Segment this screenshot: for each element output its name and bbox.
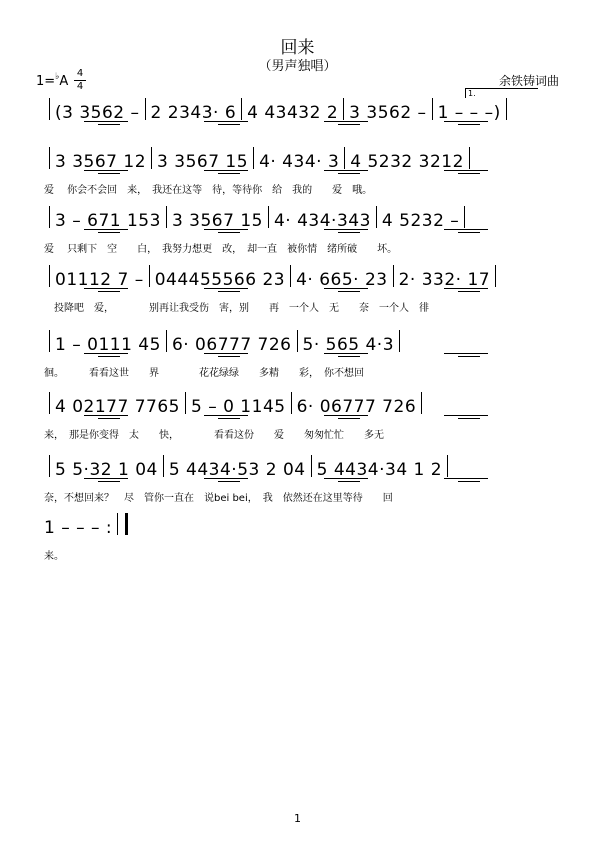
lyric-line: 奈，不想回来？ 尽 管你一直在 说bei bei， 我 依然还在这里等待 回 <box>44 493 393 504</box>
duration-underline <box>98 173 120 174</box>
duration-underline <box>444 478 488 479</box>
duration-underline <box>218 418 240 419</box>
lyric-line: 爱 你会不会回 来， 我还在这等 待，等待你 给 我的 爱 哦。 <box>44 185 373 196</box>
score-row <box>44 513 559 561</box>
duration-underline <box>338 481 360 482</box>
barline <box>291 392 292 414</box>
measure: 5 5·32 1 04 <box>55 460 158 477</box>
barline <box>432 98 433 120</box>
measure: 3 3567 15 <box>157 152 249 169</box>
composer-credit: 余铁铸词曲 <box>498 74 559 88</box>
barline <box>343 98 344 120</box>
key-label: 1= <box>36 74 56 89</box>
page-title: 回来 <box>280 38 315 58</box>
measure: 01112 7 – <box>55 270 144 287</box>
barline <box>151 147 152 169</box>
duration-underline <box>444 121 488 122</box>
time-bottom: 4 <box>76 81 84 92</box>
measure: 1 – 0111 45 <box>55 335 161 352</box>
duration-underline <box>324 229 368 230</box>
duration-underline <box>324 353 368 354</box>
duration-underline <box>98 291 120 292</box>
key-signature <box>36 74 68 89</box>
measure: 6· 06777 726 <box>171 335 292 352</box>
duration-underline <box>324 121 368 122</box>
score-row <box>44 98 559 146</box>
duration-underline <box>204 170 248 171</box>
measure: 3 3567 12 <box>55 152 147 169</box>
time-top: 4 <box>76 68 84 79</box>
duration-underline <box>338 418 360 419</box>
barline <box>469 147 470 169</box>
duration-underline <box>458 418 480 419</box>
score-row <box>44 392 559 440</box>
duration-underline <box>204 121 248 122</box>
score-row <box>44 147 559 195</box>
score-row <box>44 455 559 503</box>
duration-underline <box>338 173 360 174</box>
duration-underline <box>204 353 248 354</box>
duration-underline <box>84 121 128 122</box>
barline <box>241 98 242 120</box>
duration-underline <box>84 170 128 171</box>
lyric-line: 徊。 看看这世 界 花花绿绿 多精 彩， 你不想回 <box>44 368 364 379</box>
duration-underline <box>218 481 240 482</box>
duration-underline <box>324 170 368 171</box>
barline <box>145 98 146 120</box>
barline <box>421 392 422 414</box>
duration-underline <box>338 356 360 357</box>
barline <box>253 147 254 169</box>
time-signature <box>74 69 86 92</box>
duration-underline <box>204 478 248 479</box>
key-note: A <box>59 74 69 89</box>
duration-underline <box>218 124 240 125</box>
measure: 5 4434·53 2 04 <box>168 460 306 477</box>
barline <box>163 455 164 477</box>
measure: 5· 565 4·3 <box>302 335 395 352</box>
notation-line <box>44 147 559 169</box>
measure: 3 3567 15 <box>171 211 263 228</box>
duration-underline <box>218 173 240 174</box>
duration-underline <box>98 356 120 357</box>
barline <box>268 206 269 228</box>
barline <box>49 265 50 287</box>
duration-underline <box>98 481 120 482</box>
barline <box>49 455 50 477</box>
duration-underline <box>98 232 120 233</box>
measure: 2 2343· 6 <box>150 103 237 120</box>
duration-underline <box>218 291 240 292</box>
score-row <box>44 206 559 254</box>
lyric-line: 来。 <box>44 551 64 562</box>
measure: 044455566 23 <box>154 270 286 287</box>
barline <box>49 392 50 414</box>
measure: 4 02177 7765 <box>55 397 180 414</box>
score-row <box>44 330 559 378</box>
duration-underline <box>338 232 360 233</box>
page-subtitle: （男声独唱） <box>258 59 337 74</box>
measure: 1 – – –) <box>437 103 501 120</box>
lyric-line: 来， 那是你变得 太 快， 看看这份 爱 匆匆忙忙 多无 <box>44 430 384 441</box>
duration-underline <box>324 415 368 416</box>
final-barline <box>125 513 128 535</box>
duration-underline <box>338 291 360 292</box>
barline <box>117 513 118 535</box>
barline <box>393 265 394 287</box>
duration-underline <box>458 356 480 357</box>
duration-underline <box>324 288 368 289</box>
duration-underline <box>84 229 128 230</box>
measure: 4 5232 3212 <box>350 152 464 169</box>
duration-underline <box>204 229 248 230</box>
notation-line <box>44 513 559 535</box>
volta-bracket: 1. <box>465 88 538 98</box>
duration-underline <box>84 415 128 416</box>
barline <box>297 330 298 352</box>
duration-underline <box>84 353 128 354</box>
notation-line <box>44 98 559 120</box>
barline <box>506 98 507 120</box>
duration-underline <box>204 415 248 416</box>
duration-underline <box>324 478 368 479</box>
duration-underline <box>458 173 480 174</box>
measure: 4· 434·343 <box>273 211 371 228</box>
measure: 3 – 671 153 <box>55 211 161 228</box>
measure: 5 4434·34 1 2 <box>316 460 443 477</box>
barline <box>166 330 167 352</box>
measure: 5 – 0 1145 <box>190 397 286 414</box>
duration-underline <box>458 232 480 233</box>
duration-underline <box>218 356 240 357</box>
barline <box>185 392 186 414</box>
measure: (3 3562 – <box>55 103 140 120</box>
notation-line <box>44 455 559 477</box>
measure: 4 43432 2 <box>247 103 339 120</box>
barline <box>49 206 50 228</box>
barline <box>49 98 50 120</box>
duration-underline <box>444 170 488 171</box>
notation-line <box>44 265 559 287</box>
barline <box>49 147 50 169</box>
barline <box>166 206 167 228</box>
duration-underline <box>338 124 360 125</box>
measure: 2· 332· 17 <box>398 270 491 287</box>
barline <box>49 330 50 352</box>
notation-line <box>44 330 559 352</box>
lyric-line: 投降吧 爱， 别再让我受伤 害，别 再 一个人 无 奈 一个人 徘 <box>44 303 429 314</box>
duration-underline <box>444 229 488 230</box>
lyric-line: 爱 只剩下 空 白， 我努力想更 改， 却一直 被你情 绪所破 坏。 <box>44 244 398 255</box>
duration-underline <box>98 418 120 419</box>
score-row <box>44 265 559 313</box>
barline <box>149 265 150 287</box>
barline <box>344 147 345 169</box>
barline <box>464 206 465 228</box>
duration-underline <box>84 478 128 479</box>
measure: 4 5232 – <box>381 211 460 228</box>
barline <box>495 265 496 287</box>
barline <box>447 455 448 477</box>
measure: 1 – – – : <box>44 518 113 535</box>
duration-underline <box>218 232 240 233</box>
measure: 6· 06777 726 <box>296 397 417 414</box>
notation-line <box>44 206 559 228</box>
measure: 4· 665· 23 <box>296 270 388 287</box>
measure: 3 3562 – <box>349 103 427 120</box>
duration-underline <box>458 291 480 292</box>
barline <box>290 265 291 287</box>
duration-underline <box>444 353 488 354</box>
notation-line <box>44 392 559 414</box>
duration-underline <box>84 288 128 289</box>
duration-underline <box>458 124 480 125</box>
duration-underline <box>444 288 488 289</box>
flat-sign: ♭ <box>55 72 60 82</box>
duration-underline <box>444 415 488 416</box>
duration-underline <box>98 124 120 125</box>
barline <box>376 206 377 228</box>
duration-underline <box>458 481 480 482</box>
barline <box>399 330 400 352</box>
duration-underline <box>204 288 248 289</box>
measure: 4· 434· 3 <box>259 152 340 169</box>
page-number: 1 <box>294 812 301 825</box>
barline <box>311 455 312 477</box>
